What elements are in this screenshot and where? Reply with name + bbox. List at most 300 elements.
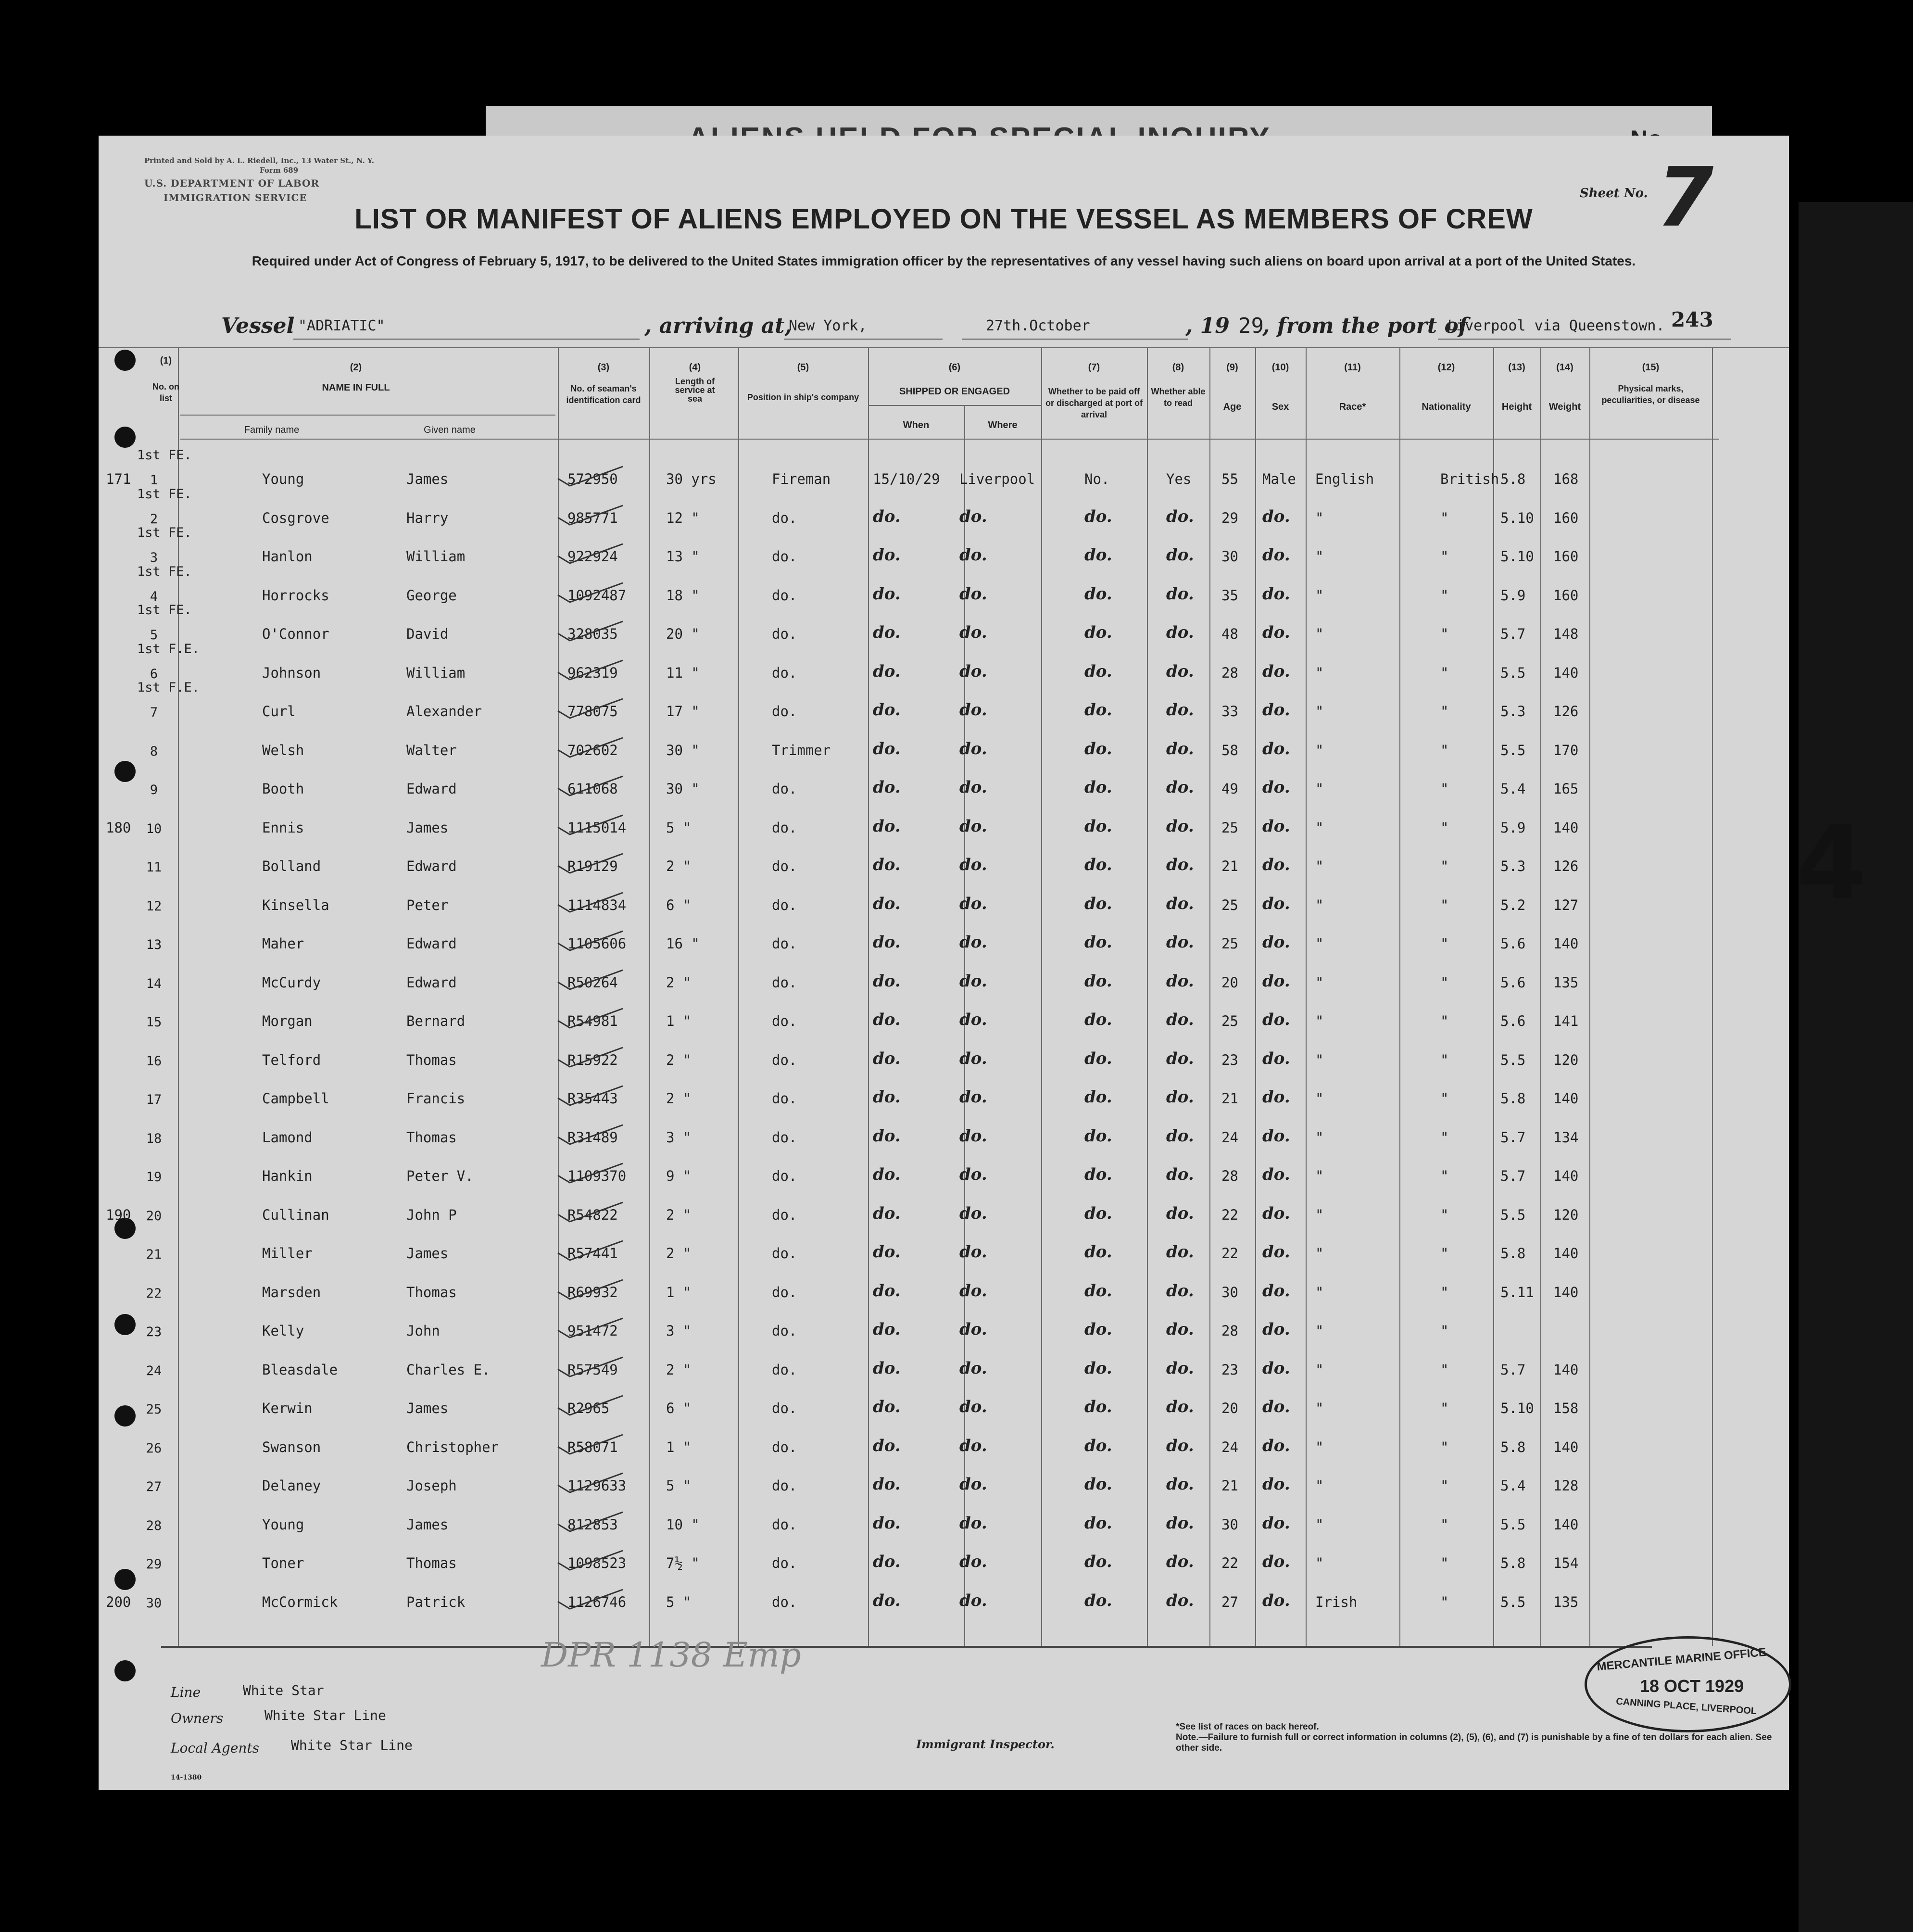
cell-nat: ": [1440, 626, 1449, 642]
cell-service: 20 ": [666, 626, 700, 642]
stamp-office: MERCANTILE MARINE OFFICE: [1596, 1645, 1767, 1674]
check-mark-icon: [555, 696, 628, 720]
cell-read: do.: [1166, 1436, 1194, 1455]
table-row: [99, 603, 1789, 653]
check-mark-icon: [555, 890, 628, 914]
cell-nat: ": [1440, 1206, 1449, 1223]
cell-position: do.: [772, 548, 797, 565]
cell-sex: do.: [1262, 1358, 1290, 1378]
table-row: [99, 1196, 1789, 1234]
cell-card: 1092487: [567, 587, 627, 604]
cell-family: Maher: [262, 935, 304, 952]
cell-paid: do.: [1084, 894, 1112, 913]
cell-position: do.: [772, 897, 797, 913]
cell-when: do.: [873, 1552, 901, 1571]
cell-card: 328035: [567, 626, 618, 642]
cell-sex: do.: [1262, 1010, 1290, 1029]
cell-when: do.: [873, 1320, 901, 1339]
cell-race: ": [1315, 858, 1324, 874]
table-row: [99, 1119, 1789, 1156]
cell-race: ": [1315, 1051, 1324, 1068]
cell-card: 1098523: [567, 1555, 627, 1571]
list-number: 15: [146, 1015, 162, 1030]
table-row: [99, 448, 1789, 498]
cell-read: do.: [1166, 623, 1194, 642]
cell-age: 25: [1221, 935, 1238, 952]
cell-where: do.: [959, 661, 987, 681]
cell-weight: 140: [1553, 1168, 1579, 1184]
cell-when: do.: [873, 1397, 901, 1416]
cell-sex: do.: [1262, 1436, 1290, 1455]
cell-read: do.: [1166, 1358, 1194, 1378]
cell-family: Cosgrove: [262, 509, 329, 526]
cell-service: 7½ ": [666, 1555, 700, 1571]
list-number: 18: [146, 1131, 162, 1146]
table-row: [99, 886, 1789, 924]
cell-age: 20: [1221, 974, 1238, 991]
vessel-label: Vessel: [221, 314, 295, 338]
col10-header: Sex: [1271, 402, 1289, 412]
cell-race: ": [1315, 897, 1324, 913]
vessel-name: "ADRIATIC": [298, 317, 385, 334]
cell-family: Lamond: [262, 1129, 313, 1146]
check-mark-icon: [555, 1123, 628, 1147]
cell-nat: ": [1440, 1516, 1449, 1533]
cell-service: 2 ": [666, 1051, 692, 1068]
check-mark-icon: [555, 968, 628, 992]
cell-paid: do.: [1084, 1087, 1112, 1107]
cell-race: Irish: [1315, 1593, 1358, 1610]
cell-read: do.: [1166, 1397, 1194, 1416]
col4-header: Length of service at sea: [675, 377, 715, 404]
cell-position: do.: [772, 1090, 797, 1107]
col1-num: (1): [160, 355, 172, 366]
table-row: [99, 847, 1789, 885]
list-number: 22: [146, 1286, 162, 1301]
col11-num: (11): [1344, 362, 1361, 373]
cell-given: James: [406, 1245, 449, 1262]
cell-given: Thomas: [406, 1284, 457, 1301]
cell-service: 3 ": [666, 1129, 692, 1146]
cell-age: 30: [1221, 1284, 1238, 1301]
cell-age: 24: [1221, 1439, 1238, 1455]
check-mark-icon: [555, 774, 628, 798]
list-number: 10: [146, 821, 162, 836]
list-number: 6: [150, 666, 158, 682]
cell-read: do.: [1166, 661, 1194, 681]
cell-card: 1115014: [567, 819, 627, 836]
cell-position: do.: [772, 1361, 797, 1378]
cell-age: 22: [1221, 1245, 1238, 1262]
cell-nat: ": [1440, 1439, 1449, 1455]
table-row: [99, 925, 1789, 962]
cell-paid: do.: [1084, 661, 1112, 681]
cell-race: ": [1315, 587, 1324, 604]
cell-card: 985771: [567, 509, 618, 526]
cell-age: 22: [1221, 1206, 1238, 1223]
cell-card: 812853: [567, 1516, 618, 1533]
local-agents-value: White Star Line: [291, 1737, 413, 1753]
list-number: 14: [146, 976, 162, 991]
cell-card: R54981: [567, 1013, 618, 1029]
owners-value: White Star Line: [264, 1707, 386, 1723]
cell-where: do.: [959, 1397, 987, 1416]
cell-service: 5 ": [666, 1477, 692, 1494]
cell-nat: ": [1440, 548, 1449, 565]
cell-where: do.: [959, 1513, 987, 1533]
cell-where: do.: [959, 1358, 987, 1378]
cell-given: James: [406, 819, 449, 836]
cell-where: do.: [959, 778, 987, 797]
cell-read: do.: [1166, 778, 1194, 797]
cell-race: ": [1315, 1129, 1324, 1146]
cell-paid: do.: [1084, 971, 1112, 991]
table-row: [99, 1002, 1789, 1040]
cell-family: Marsden: [262, 1284, 321, 1301]
cell-weight: 120: [1553, 1206, 1579, 1223]
cell-card: R19129: [567, 858, 618, 874]
cell-where: do.: [959, 855, 987, 874]
cell-weight: 134: [1553, 1129, 1579, 1146]
mercantile-marine-stamp: [1585, 1636, 1791, 1732]
cell-weight: 141: [1553, 1013, 1579, 1029]
cell-race: ": [1315, 1013, 1324, 1029]
cell-height: 5.7: [1500, 1361, 1526, 1378]
cell-age: 30: [1221, 548, 1238, 565]
cell-when: do.: [873, 1203, 901, 1223]
cell-service: 2 ": [666, 974, 692, 991]
col4-num: (4): [689, 362, 701, 373]
cell-weight: 140: [1553, 664, 1579, 681]
cell-card: R2965: [567, 1400, 610, 1416]
cell-card: R69932: [567, 1284, 618, 1301]
cell-nat: ": [1440, 781, 1449, 797]
check-mark-icon: [555, 1393, 628, 1417]
check-mark-icon: [555, 1432, 628, 1456]
cell-race: ": [1315, 1516, 1324, 1533]
check-mark-icon: [555, 503, 628, 527]
check-mark-icon: [555, 735, 628, 759]
rating-prefix: 1st F.E.: [137, 641, 200, 657]
cell-read: do.: [1166, 1320, 1194, 1339]
check-mark-icon: [555, 929, 628, 953]
cell-nat: ": [1440, 1284, 1449, 1301]
cell-service: 10 ": [666, 1516, 700, 1533]
list-number: 11: [146, 860, 162, 875]
cell-read: do.: [1166, 1126, 1194, 1146]
cell-age: 28: [1221, 1323, 1238, 1339]
cell-height: 5.7: [1500, 626, 1526, 642]
cell-paid: do.: [1084, 933, 1112, 952]
cell-height: 5.5: [1500, 1206, 1526, 1223]
family-name-header: Family name: [244, 425, 300, 435]
check-mark-icon: [555, 1084, 628, 1108]
cell-age: 21: [1221, 1477, 1238, 1494]
cell-given: Alexander: [406, 703, 482, 720]
table-row: [99, 809, 1789, 846]
cell-service: 13 ": [666, 548, 700, 565]
cell-read: do.: [1166, 1281, 1194, 1301]
check-mark-icon: [555, 1587, 628, 1611]
cell-when: do.: [873, 855, 901, 874]
table-row: [99, 1506, 1789, 1543]
cell-age: 21: [1221, 858, 1238, 874]
table-row: [99, 1389, 1789, 1427]
cell-when: do.: [873, 1242, 901, 1262]
cell-card: 962319: [567, 664, 618, 681]
cell-card: R57441: [567, 1245, 618, 1262]
cell-given: Edward: [406, 974, 457, 991]
cell-where: do.: [959, 739, 987, 758]
manifest-sheet: [99, 136, 1867, 1790]
cell-height: 5.7: [1500, 1129, 1526, 1146]
cell-height: 5.8: [1500, 1439, 1526, 1455]
cell-sex: do.: [1262, 1165, 1290, 1184]
list-number: 21: [146, 1247, 162, 1262]
cell-sex: do.: [1262, 1591, 1290, 1610]
list-number: 9: [150, 783, 158, 797]
cell-read: do.: [1166, 1010, 1194, 1029]
page-subtitle: Required under Act of Congress of February 5, 1917, to be delivered to the United States immigration officer by the representatives of any vessel having such aliens on board upon arrival at a port of the United States.: [252, 253, 1636, 268]
cell-where: do.: [959, 700, 987, 720]
cell-service: 3 ": [666, 1323, 692, 1339]
col5-num: (5): [797, 362, 809, 373]
from-port-label: , from the port of: [1262, 314, 1468, 338]
cell-given: Edward: [406, 935, 457, 952]
col2-num: (2): [350, 362, 362, 373]
cell-race: ": [1315, 509, 1324, 526]
col6-num: (6): [948, 362, 961, 373]
cell-card: 1109370: [567, 1168, 627, 1184]
cell-weight: 126: [1553, 858, 1579, 874]
cell-given: James: [406, 1516, 449, 1533]
cell-paid: do.: [1084, 739, 1112, 758]
cell-read: do.: [1166, 506, 1194, 526]
cell-weight: 127: [1553, 897, 1579, 913]
cell-card: 611068: [567, 781, 618, 797]
cell-service: 6 ": [666, 1400, 692, 1416]
cell-age: 58: [1221, 742, 1238, 758]
vessel-line: [221, 314, 1760, 342]
cell-height: 5.8: [1500, 1090, 1526, 1107]
list-number: 16: [146, 1053, 162, 1069]
cell-family: Young: [262, 471, 304, 487]
table-row: [99, 1235, 1789, 1272]
cell-nat: ": [1440, 587, 1449, 604]
cell-height: 5.10: [1500, 509, 1534, 526]
cell-read: do.: [1166, 1203, 1194, 1223]
cell-sex: do.: [1262, 1203, 1290, 1223]
list-number: 17: [146, 1092, 162, 1107]
cell-service: 2 ": [666, 1206, 692, 1223]
check-mark-icon: [555, 542, 628, 566]
service-name: IMMIGRATION SERVICE: [164, 192, 307, 203]
cell-height: 5.10: [1500, 548, 1534, 565]
arrival-date: 27th.October: [986, 317, 1090, 334]
cell-paid: do.: [1084, 1010, 1112, 1029]
cell-weight: 140: [1553, 935, 1579, 952]
cell-given: John P: [406, 1206, 457, 1223]
cell-service: 30 yrs: [666, 471, 717, 487]
col12-header: Nationality: [1422, 402, 1471, 412]
cell-age: 30: [1221, 1516, 1238, 1533]
cell-card: 1129633: [567, 1477, 627, 1494]
cell-weight: 140: [1553, 1516, 1579, 1533]
col14-num: (14): [1556, 362, 1573, 373]
cell-weight: 160: [1553, 587, 1579, 604]
cell-family: Kerwin: [262, 1400, 313, 1416]
cell-family: Welsh: [262, 742, 304, 758]
cell-given: Patrick: [406, 1593, 466, 1610]
cell-family: Bleasdale: [262, 1361, 338, 1378]
cell-family: Hanlon: [262, 548, 313, 565]
cell-race: ": [1315, 1323, 1324, 1339]
cell-weight: 140: [1553, 1439, 1579, 1455]
immigrant-inspector-label: Immigrant Inspector.: [916, 1737, 1055, 1751]
col9-header: Age: [1223, 402, 1242, 412]
cell-height: 5.7: [1500, 1168, 1526, 1184]
cell-given: William: [406, 664, 466, 681]
cell-given: Christopher: [406, 1439, 499, 1455]
check-mark-icon: [555, 851, 628, 875]
penalty-note: Note.—Failure to furnish full or correct information in columns (2), (5), (6), and (7) is punishable by a fine of ten dollars for each alien. See other side.: [1176, 1732, 1772, 1753]
cell-position: do.: [772, 1400, 797, 1416]
cell-service: 17 ": [666, 703, 700, 720]
table-row: [99, 680, 1789, 730]
cell-sex: Male: [1262, 471, 1296, 487]
cell-given: James: [406, 471, 449, 487]
cell-weight: 160: [1553, 548, 1579, 565]
cell-card: R31489: [567, 1129, 618, 1146]
cell-age: 29: [1221, 509, 1238, 526]
cell-family: Hankin: [262, 1168, 313, 1184]
cell-nat: ": [1440, 858, 1449, 874]
where-header: Where: [988, 420, 1018, 430]
cell-when: do.: [873, 1281, 901, 1301]
cell-family: Morgan: [262, 1013, 313, 1029]
cell-given: William: [406, 548, 466, 565]
col12-num: (12): [1437, 362, 1455, 373]
cell-given: Peter V.: [406, 1168, 474, 1184]
check-mark-icon: [555, 1238, 628, 1263]
col15-header: Physical marks, peculiarities, or disease: [1601, 384, 1700, 405]
cell-when: do.: [873, 1010, 901, 1029]
cell-when: do.: [873, 1358, 901, 1378]
sheet-no-value: 7: [1657, 150, 1714, 245]
cell-nat: ": [1440, 935, 1449, 952]
cell-paid: No.: [1084, 471, 1110, 487]
cell-race: ": [1315, 626, 1324, 642]
cell-card: R35443: [567, 1090, 618, 1107]
cell-age: 28: [1221, 1168, 1238, 1184]
cell-read: do.: [1166, 584, 1194, 604]
cell-where: do.: [959, 1436, 987, 1455]
cell-service: 9 ": [666, 1168, 692, 1184]
cell-weight: 128: [1553, 1477, 1579, 1494]
cell-family: O'Connor: [262, 626, 329, 642]
cell-family: Young: [262, 1516, 304, 1533]
cell-service: 18 ": [666, 587, 700, 604]
cell-weight: 165: [1553, 781, 1579, 797]
cell-given: Joseph: [406, 1477, 457, 1494]
cell-paid: do.: [1084, 1048, 1112, 1068]
check-mark-icon: [555, 464, 628, 488]
cell-sex: do.: [1262, 1281, 1290, 1301]
cell-paid: do.: [1084, 506, 1112, 526]
race-footnote: *See list of races on back hereof.: [1176, 1722, 1319, 1732]
cell-service: 2 ": [666, 1245, 692, 1262]
cell-card: R58071: [567, 1439, 618, 1455]
cell-family: McCurdy: [262, 974, 321, 991]
cell-when: do.: [873, 584, 901, 604]
cell-age: 23: [1221, 1051, 1238, 1068]
cell-given: Walter: [406, 742, 457, 758]
cell-paid: do.: [1084, 1126, 1112, 1146]
cell-paid: do.: [1084, 1242, 1112, 1262]
table-row: [99, 1544, 1789, 1582]
cell-height: 5.6: [1500, 935, 1526, 952]
col8-header: Whether able to read: [1151, 387, 1206, 408]
cell-service: 30 ": [666, 781, 700, 797]
cell-paid: do.: [1084, 545, 1112, 565]
cell-nat: ": [1440, 664, 1449, 681]
cell-sex: do.: [1262, 1242, 1290, 1262]
cell-paid: do.: [1084, 1281, 1112, 1301]
page-number: 243: [1671, 308, 1713, 331]
cell-weight: 140: [1553, 1361, 1579, 1378]
cell-when: do.: [873, 933, 901, 952]
cell-weight: 158: [1553, 1400, 1579, 1416]
cell-position: do.: [772, 1168, 797, 1184]
cell-given: John: [406, 1323, 440, 1339]
tally-mark: 200: [106, 1593, 131, 1610]
check-mark-icon: [555, 813, 628, 837]
check-mark-icon: [555, 1355, 628, 1379]
cell-paid: do.: [1084, 1475, 1112, 1494]
cell-weight: 168: [1553, 471, 1579, 487]
cell-height: 5.6: [1500, 1013, 1526, 1029]
cell-race: ": [1315, 935, 1324, 952]
cell-nat: ": [1440, 1477, 1449, 1494]
cell-read: do.: [1166, 933, 1194, 952]
department-name: U.S. DEPARTMENT OF LABOR: [144, 177, 320, 189]
cell-paid: do.: [1084, 1552, 1112, 1571]
cell-position: Fireman: [772, 471, 831, 487]
cell-when: do.: [873, 661, 901, 681]
check-mark-icon: [555, 1006, 628, 1030]
cell-sex: do.: [1262, 1513, 1290, 1533]
cell-age: 20: [1221, 1400, 1238, 1416]
cell-race: English: [1315, 471, 1374, 487]
cell-family: Curl: [262, 703, 296, 720]
list-number: 5: [150, 628, 158, 643]
cell-position: do.: [772, 1284, 797, 1301]
col3-num: (3): [597, 362, 610, 373]
table-row: [99, 1157, 1789, 1195]
cell-nat: ": [1440, 509, 1449, 526]
cell-position: do.: [772, 1245, 797, 1262]
cell-family: Johnson: [262, 664, 321, 681]
cell-card: 572950: [567, 471, 618, 487]
cell-sex: do.: [1262, 506, 1290, 526]
cell-given: David: [406, 626, 449, 642]
cell-paid: do.: [1084, 1436, 1112, 1455]
cell-race: ": [1315, 974, 1324, 991]
rating-prefix: 1st FE.: [137, 603, 192, 618]
sheet-no-label: Sheet No.: [1580, 186, 1648, 201]
given-name-header: Given name: [424, 425, 476, 435]
cell-read: do.: [1166, 739, 1194, 758]
